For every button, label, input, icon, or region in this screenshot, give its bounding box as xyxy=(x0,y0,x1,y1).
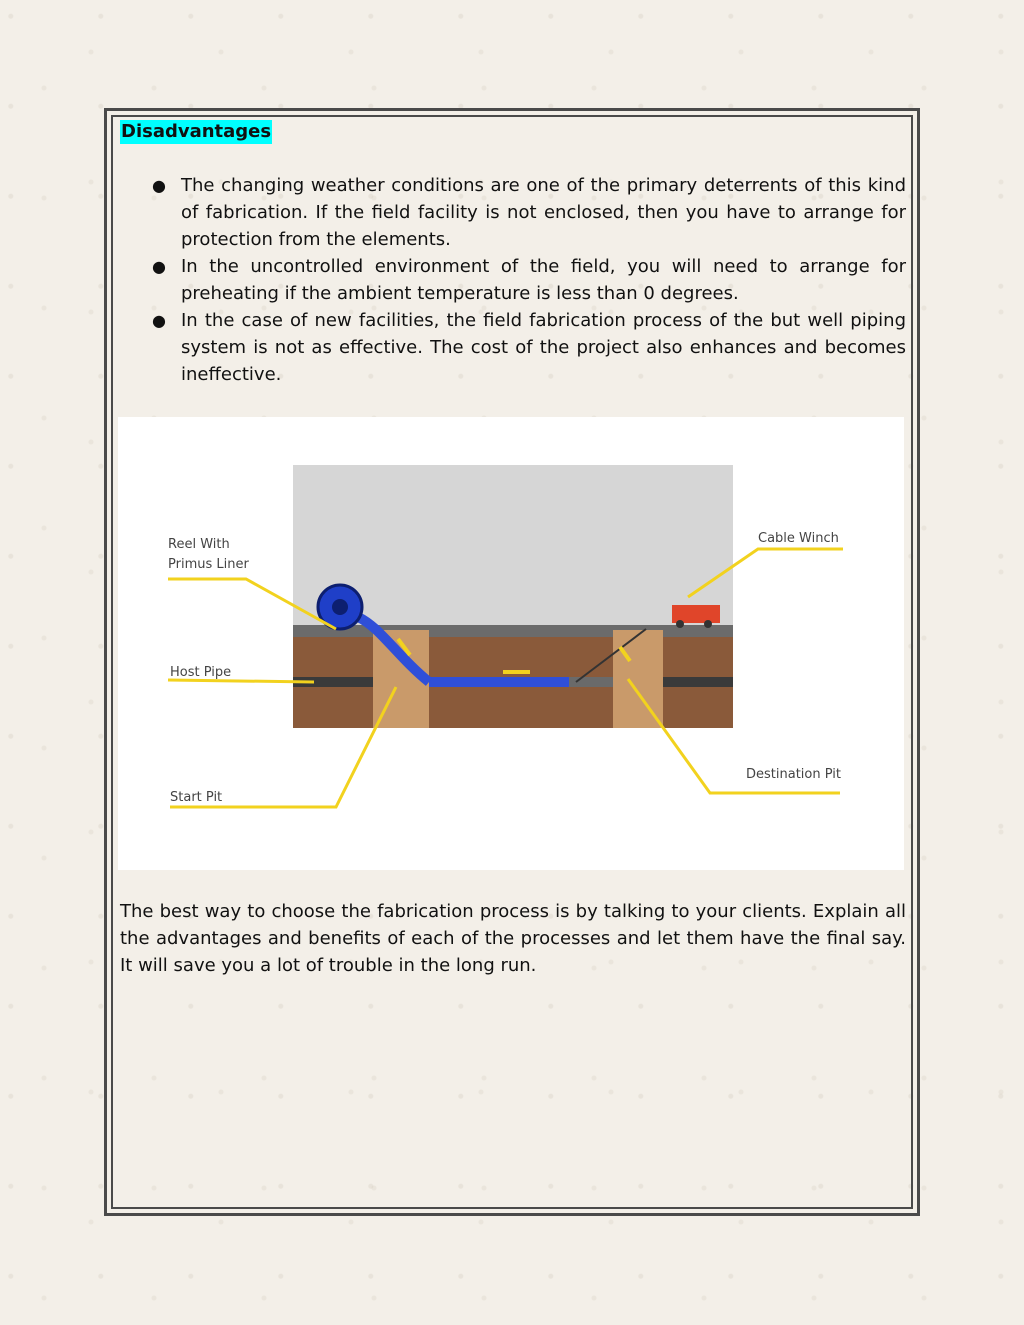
host-pipe-right xyxy=(663,677,733,687)
host-pipe-label: Host Pipe xyxy=(170,665,232,680)
ground-surface xyxy=(293,625,733,637)
diagram-illustration xyxy=(118,417,904,870)
pulled-pipe-segment xyxy=(569,677,613,687)
disadvantages-list xyxy=(120,172,906,388)
bullet-icon: ● xyxy=(152,176,166,195)
bullet-icon: ● xyxy=(152,257,166,276)
winch-wheel xyxy=(676,620,684,628)
list-item xyxy=(120,307,906,388)
list-item xyxy=(120,172,906,253)
list-item-text: The changing weather conditions are one of the primary deterrents of this kind of fabrication. If the field facility is not enclosed, then you have to arrange for protection from the elements. xyxy=(181,175,906,250)
section-heading: Disadvantages xyxy=(121,121,272,142)
closing-paragraph: The best way to choose the fabrication process is by talking to your clients. Explain all the advantages and benefits of each of the processes and let them have the final say. It will save you a lot of trouble in the long run. xyxy=(120,901,906,976)
winch-wheel xyxy=(704,620,712,628)
destination-pit-label: Destination Pit xyxy=(746,767,841,782)
bullet-icon: ● xyxy=(152,311,166,330)
start-pit-label: Start Pit xyxy=(170,790,223,805)
liner-pipe xyxy=(429,677,569,687)
list-item-text: In the uncontrolled environment of the field, you will need to arrange for preheating if the ambient temperature is less than 0 degrees. xyxy=(181,256,906,304)
list-item-text: In the case of new facilities, the field fabrication process of the but well piping system is not as effective. The cost of the project also enhances and becomes ineffective. xyxy=(181,310,906,385)
reel-label-line1: Reel With xyxy=(168,537,230,552)
reel-label-line2: Primus Liner xyxy=(168,557,249,572)
list-item xyxy=(120,253,906,307)
disadvantages-section xyxy=(120,118,906,388)
pipe-relining-diagram xyxy=(118,417,904,870)
reel-hub xyxy=(332,599,348,615)
host-pipe-callout-line xyxy=(168,680,314,682)
destination-pit-shape xyxy=(613,630,663,728)
cable-winch-label: Cable Winch xyxy=(758,531,839,546)
